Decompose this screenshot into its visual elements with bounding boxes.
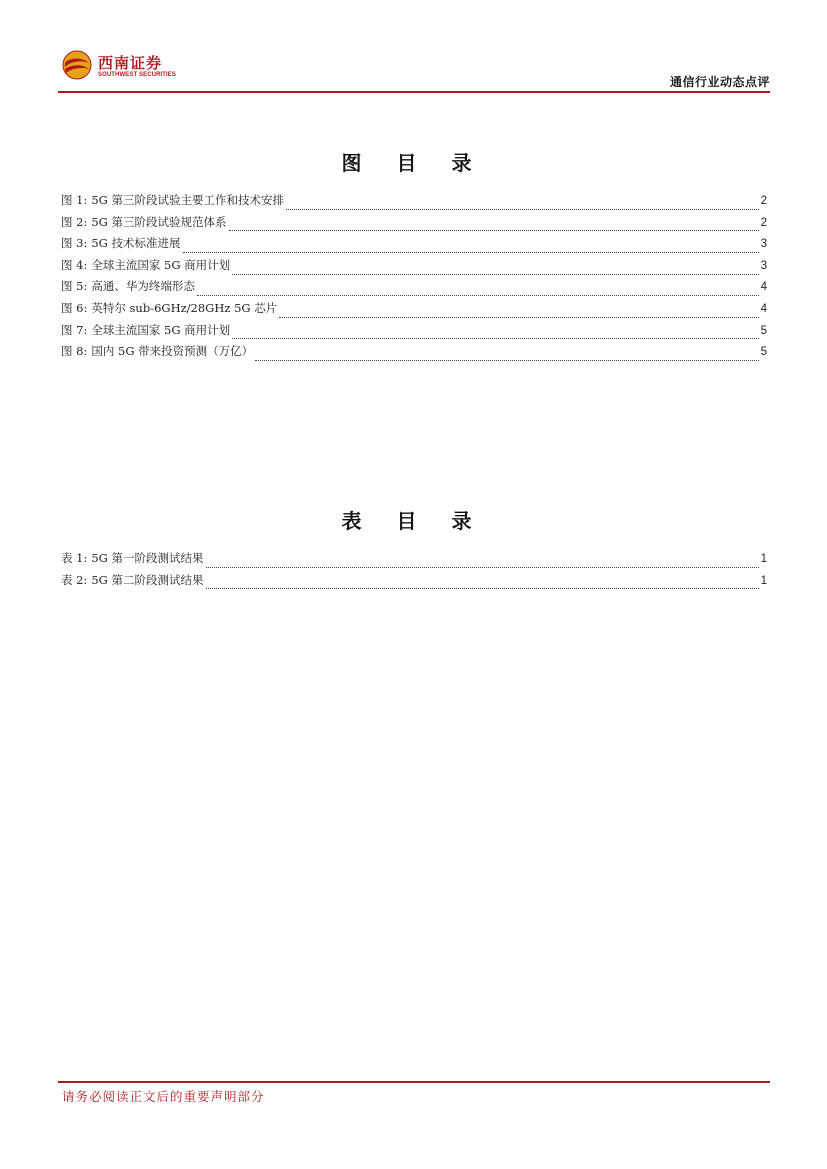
toc-entry-page: 2: [760, 195, 767, 207]
toc-entry-page: 4: [760, 281, 767, 294]
figures-toc-title: 图 目 录: [341, 151, 486, 175]
header-divider: [58, 91, 770, 93]
toc-entry[interactable]: [61, 235, 767, 257]
footer-notice: 请务必阅读正文后的重要声明部分: [62, 1089, 265, 1104]
toc-entry-label: 表 2:: [61, 572, 88, 587]
toc-entry[interactable]: [61, 214, 767, 236]
toc-entry-title: 全球主流国家 5G 商用计划: [91, 322, 231, 337]
toc-entry[interactable]: [61, 322, 767, 344]
toc-entry-title: 5G 第一阶段测试结果: [91, 551, 204, 565]
toc-entry-title: 全球主流国家 5G 商用计划: [91, 257, 231, 272]
toc-leader-dots: [286, 200, 759, 210]
toc-entry[interactable]: [61, 572, 767, 594]
toc-entry[interactable]: [61, 300, 767, 322]
tables-toc-list: [61, 550, 767, 593]
toc-entry-page: 1: [760, 553, 767, 565]
logo-chinese-text: 西南证券: [98, 54, 163, 72]
toc-leader-dots: [229, 221, 759, 231]
toc-entry-label: 图 4:: [61, 257, 88, 272]
toc-leader-dots: [206, 558, 759, 568]
toc-entry[interactable]: [61, 192, 767, 214]
toc-entry[interactable]: [61, 343, 767, 365]
toc-leader-dots: [232, 329, 758, 339]
toc-leader-dots: [183, 243, 759, 253]
toc-entry-title: 5G 第二阶段测试结果: [91, 572, 204, 587]
toc-entry-title: 国内 5G 带来投资预测（万亿）: [91, 344, 254, 359]
report-type: 通信行业动态点评: [669, 75, 770, 89]
toc-entry-page: 3: [760, 259, 767, 272]
toc-entry-label: 图 5:: [61, 279, 88, 294]
page-header: [58, 46, 770, 93]
toc-entry-page: 1: [760, 574, 767, 587]
toc-leader-dots: [206, 579, 759, 589]
toc-entry-label: 图 1:: [61, 193, 88, 207]
toc-entry-title: 5G 第三阶段试验主要工作和技术安排: [91, 193, 285, 207]
toc-entry-title: 5G 第三阶段试验规范体系: [91, 214, 227, 229]
toc-entry[interactable]: [61, 257, 767, 279]
toc-entry[interactable]: [61, 550, 767, 572]
toc-entry-label: 图 8:: [61, 344, 88, 359]
toc-entry[interactable]: [61, 278, 767, 300]
company-logo: [62, 50, 202, 84]
toc-entry-page: 4: [760, 302, 767, 315]
toc-entry-title: 英特尔 sub-6GHz/28GHz 5G 芯片: [91, 300, 278, 315]
logo-english-text: SOUTHWEST SECURITIES: [98, 72, 177, 78]
toc-entry-title: 高通、华为终端形态: [91, 279, 195, 294]
toc-entry-label: 图 2:: [61, 214, 88, 229]
toc-entry-label: 表 1:: [61, 551, 88, 565]
toc-entry-title: 5G 技术标准进展: [91, 236, 181, 251]
toc-entry-page: 5: [760, 324, 767, 337]
toc-entry-label: 图 7:: [61, 322, 88, 337]
tables-toc-title: 表 目 录: [341, 509, 486, 533]
toc-entry-page: 5: [760, 346, 767, 359]
logo-mark-icon: [62, 50, 92, 80]
toc-entry-label: 图 6:: [61, 300, 88, 315]
toc-leader-dots: [255, 351, 758, 361]
toc-leader-dots: [232, 265, 758, 275]
footer-divider: [58, 1081, 770, 1083]
figures-toc-list: [61, 192, 767, 365]
toc-entry-page: 2: [760, 216, 767, 229]
toc-leader-dots: [279, 308, 758, 318]
toc-entry-page: 3: [760, 238, 767, 251]
toc-entry-label: 图 3:: [61, 236, 88, 251]
toc-leader-dots: [197, 286, 759, 296]
